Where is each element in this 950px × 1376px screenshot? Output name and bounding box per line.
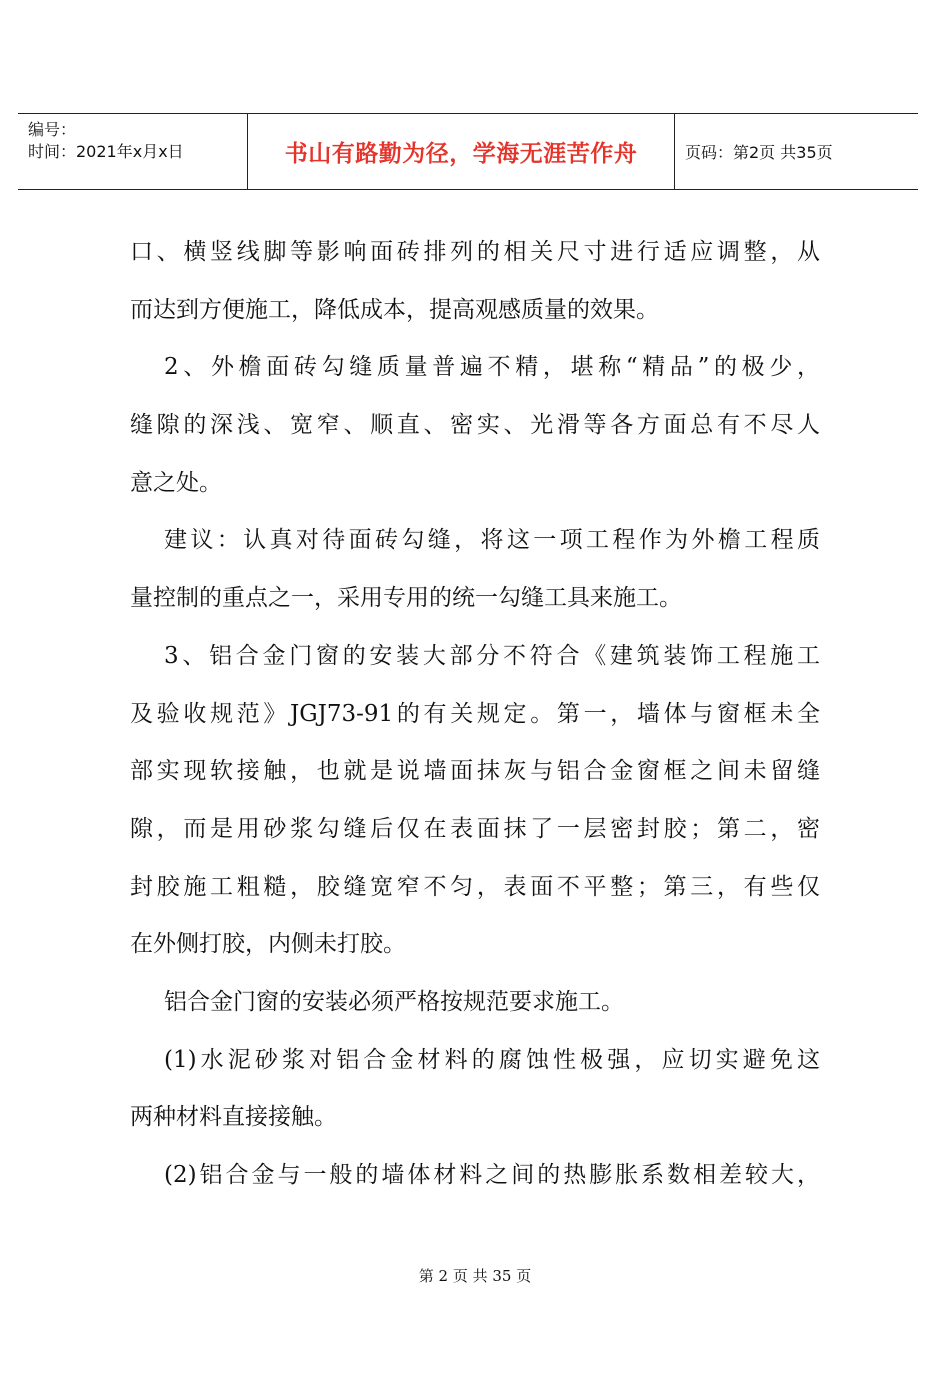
body-line: 而达到方便施工，降低成本，提高观感质量的效果。 (130, 296, 659, 323)
page-info: 页码：第2页 共35页 (685, 143, 833, 162)
header-motto-cell (248, 114, 675, 189)
body-line: 意之处。 (130, 469, 222, 496)
motto-text: 书山有路勤为径，学海无涯苦作舟 (284, 141, 638, 167)
body-line: 口、横竖线脚等影响面砖排列的相关尺寸进行适应调整，从 (130, 239, 820, 265)
body-line: 及验收规范》JGJ73-91的有关规定。第一，墙体与窗框未全 (130, 700, 820, 727)
body-line: 封胶施工粗糙，胶缝宽窄不匀，表面不平整；第三，有些仅 (130, 873, 820, 900)
page-header (18, 113, 918, 190)
body-line: 两种材料直接接触。 (130, 1104, 337, 1131)
header-page-info-cell (675, 114, 918, 189)
body-line: 缝隙的深浅、宽窄、顺直、密实、光滑等各方面总有不尽人 (130, 412, 820, 439)
body-line: 铝合金门窗的安装必须严格按规范要求施工。 (164, 988, 624, 1015)
document-date: 时间：2021年x月x日 (28, 142, 184, 161)
body-line: 3、铝合金门窗的安装大部分不符合《建筑装饰工程施工 (164, 642, 820, 669)
body-line: 在外侧打胶，内侧未打胶。 (130, 931, 406, 958)
body-line: 建议：认真对待面砖勾缝，将这一项工程作为外檐工程质 (164, 527, 820, 554)
body-line: (2)铝合金与一般的墙体材料之间的热膨胀系数相差较大， (164, 1162, 820, 1188)
header-meta (18, 114, 248, 189)
body-line: 隙，而是用砂浆勾缝后仅在表面抹了一层密封胶；第二，密 (130, 815, 820, 842)
body-line: 部实现软接触，也就是说墙面抹灰与铝合金窗框之间未留缝 (130, 758, 820, 785)
document-number-label: 编号： (28, 120, 77, 139)
body-line: 2、外檐面砖勾缝质量普遍不精，堪称“精品”的极少， (164, 354, 820, 381)
body-line: (1)水泥砂浆对铝合金材料的腐蚀性极强，应切实避免这 (164, 1046, 820, 1073)
body-line: 量控制的重点之一，采用专用的统一勾缝工具来施工。 (130, 585, 682, 612)
page-footer: 第 2 页 共 35 页 (418, 1267, 532, 1285)
document-body (130, 224, 820, 1205)
